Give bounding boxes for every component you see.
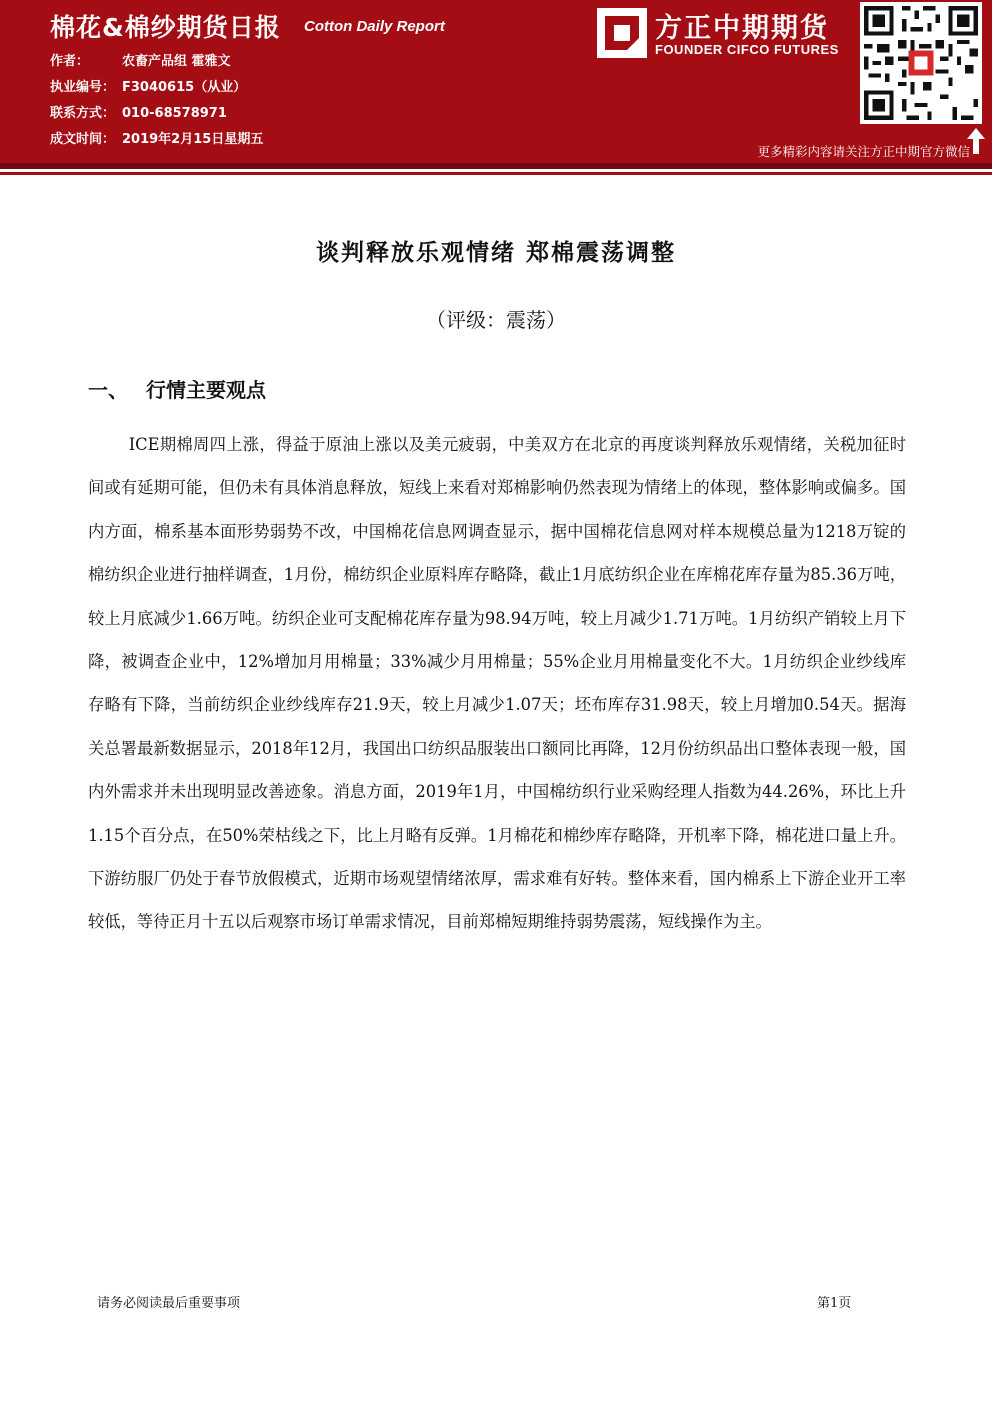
company-logo (597, 6, 857, 66)
meta-author (50, 52, 263, 78)
meta-value: F3040615（从业） (122, 80, 247, 95)
body-paragraph: ICE期棉周四上涨，得益于原油上涨以及美元疲弱，中美双方在北京的再度谈判释放乐观情绪，关税加征时间或有延期可能，但仍未有具体消息释放，短线上来看对郑棉影响仍然表现为情绪上的体现，整体影响或偏多。国内方面，棉系基本面形势弱势不改，中国棉花信息网调查显示，据中国棉花信息网对样本规模总量为1218万锭的棉纺织企业进行抽样调查，1月份，棉纺织企业原料库存略降，截止1月底纺织企业在库棉花库存量为85.36万吨，较上月底减少1.66万吨。纺织企业可支配棉花库存量为98.94万吨，较上月减少1.71万吨。1月纺织产销较上月下降，被调查企业中，12%增加月用棉量；33%减少月用棉量；55%企业月用棉量变化不大。1月纺织企业纱线库存略有下降，当前纺织企业纱线库存21.9天，较上月减少1.07天；坯布库存31.98天，较上月增加0.54天。据海关总署最新数据显示，2018年12月，我国出口纺织品服装出口额同比再降，12月份纺织品出口整体表现一般，国内外需求并未出现明显改善迹象。消息方面，2019年1月，中国棉纺织行业采购经理人指数为44.26%，环比上升1.15个百分点，在50%荣枯线之下，比上月略有反弹。1月棉花和棉纱库存略降，开机率下降，棉花进口量上升。下游纺服厂仍处于春节放假模式，近期市场观望情绪浓厚，需求难有好转。整体来看，国内棉系上下游企业开工率较低，等待正月十五以后观察市场订单需求情况，目前郑棉短期维持弱势震荡，短线操作为主。 (88, 435, 906, 932)
meta-contact (50, 104, 263, 130)
report-title-en: Cotton Daily Report (304, 18, 445, 35)
meta-date (50, 130, 263, 156)
founder-logo-icon (597, 8, 647, 58)
meta-label: 执业编号： (50, 80, 116, 95)
meta-value: 010-68578971 (122, 106, 227, 121)
qr-code-icon (860, 2, 982, 124)
report-title: 棉花&棉纱期货日报 (50, 13, 281, 42)
rating-label: （评级：震荡） (426, 308, 566, 332)
logo-en-text: FOUNDER CIFCO FUTURES (655, 42, 839, 57)
follow-wechat-text: 更多精彩内容请关注方正中期官方微信 (757, 144, 970, 159)
meta-value: 2019年2月15日星期五 (122, 132, 264, 147)
section-number: 一、 (88, 378, 128, 402)
section-heading (88, 374, 266, 403)
meta-label: 联系方式： (50, 106, 116, 121)
section-title: 行情主要观点 (146, 378, 266, 402)
header-divider-thin (0, 172, 992, 175)
meta-license (50, 78, 263, 104)
author-meta (50, 52, 263, 156)
footer-disclaimer: 请务必阅读最后重要事项 (97, 1296, 241, 1311)
meta-value: 农畜产品组 霍雅文 (122, 54, 231, 69)
meta-label: 成文时间： (50, 132, 116, 147)
page-number: 第1页 (817, 1296, 852, 1311)
meta-label: 作者： (50, 54, 90, 69)
logo-cn-text: 方正中期期货 (655, 13, 829, 44)
report-header (0, 0, 992, 163)
document-title: 谈判释放乐观情绪 郑棉震荡调整 (315, 240, 676, 266)
header-divider (0, 163, 992, 169)
